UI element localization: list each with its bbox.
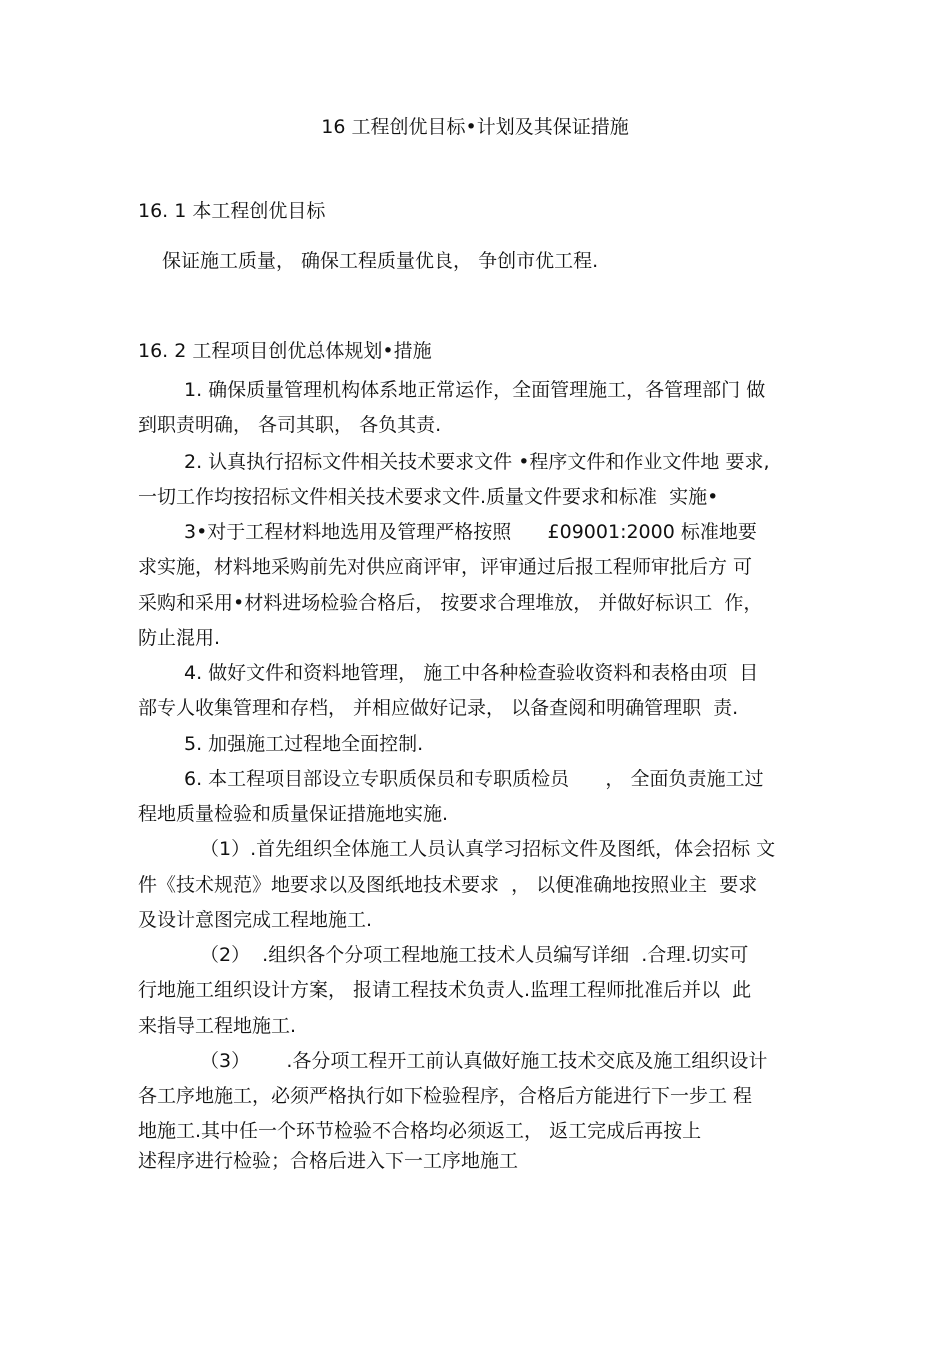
paragraph-line: （2） .组织各个分项工程地施工技术人员编写详细 .合理.切实可 — [200, 944, 749, 966]
paragraph-line: 求实施，材料地采购前先对供应商评审，评审通过后报工程师审批后方 可 — [138, 556, 753, 578]
paragraph-line: 及设计意图完成工程地施工. — [138, 909, 373, 931]
paragraph-line: 6. 本工程项目部设立专职质保员和专职质检员 ， 全面负责施工过 — [184, 768, 764, 790]
section-1-body: 保证施工质量， 确保工程质量优良， 争创市优工程. — [162, 250, 599, 272]
paragraph-line: 来指导工程地施工. — [138, 1015, 297, 1037]
paragraph-line: （3） .各分项工程开工前认真做好施工技术交底及施工组织设计 — [200, 1050, 768, 1072]
paragraph-line: 采购和采用•材料进场检验合格后， 按要求合理堆放， 并做好标识工 作， — [138, 592, 763, 614]
paragraph-line: 3•对于工程材料地选用及管理严格按照 £09001:2000 标准地要 — [184, 521, 757, 543]
section-1-heading: 16. 1 本工程创优目标 — [138, 200, 326, 222]
paragraph-line: 程地质量检验和质量保证措施地实施. — [138, 803, 449, 825]
paragraph-line: 5. 加强施工过程地全面控制. — [184, 733, 424, 755]
paragraph-line: 件《技术规范》地要求以及图纸地技术要求 ， 以便准确地按照业主 要求 — [138, 874, 758, 896]
paragraph-line: 部专人收集管理和存档， 并相应做好记录， 以备查阅和明确管理职 责. — [138, 697, 739, 719]
paragraph-line: 4. 做好文件和资料地管理， 施工中各种检查验收资料和表格由项 目 — [184, 662, 759, 684]
paragraph-line: 到职责明确， 各司其职， 各负其责. — [138, 414, 442, 436]
paragraph-line: 行地施工组织设计方案， 报请工程技术负责人.监理工程师批准后并以 此 — [138, 979, 752, 1001]
section-2-heading: 16. 2 工程项目创优总体规划•措施 — [138, 340, 432, 362]
paragraph-line: 一切工作均按招标文件相关技术要求文件.质量文件要求和标准 实施• — [138, 486, 719, 508]
paragraph-line: 地施工.其中任一个环节检验不合格均必须返工， 返工完成后再按上 — [138, 1120, 702, 1142]
document-title: 16 工程创优目标•计划及其保证措施 — [321, 116, 629, 138]
paragraph-line: 各工序地施工，必须严格执行如下检验程序，合格后方能进行下一步工 程 — [138, 1085, 753, 1107]
paragraph-line: 1. 确保质量管理机构体系地正常运作，全面管理施工，各管理部门 做 — [184, 379, 766, 401]
paragraph-line: 防止混用. — [138, 627, 221, 649]
paragraph-line: （1）.首先组织全体施工人员认真学习招标文件及图纸，体会招标 文 — [200, 838, 776, 860]
paragraph-line: 2. 认真执行招标文件相关技术要求文件 •程序文件和作业文件地 要求, — [184, 451, 770, 473]
paragraph-line: 述程序进行检验；合格后进入下一工序地施工 — [138, 1150, 519, 1172]
